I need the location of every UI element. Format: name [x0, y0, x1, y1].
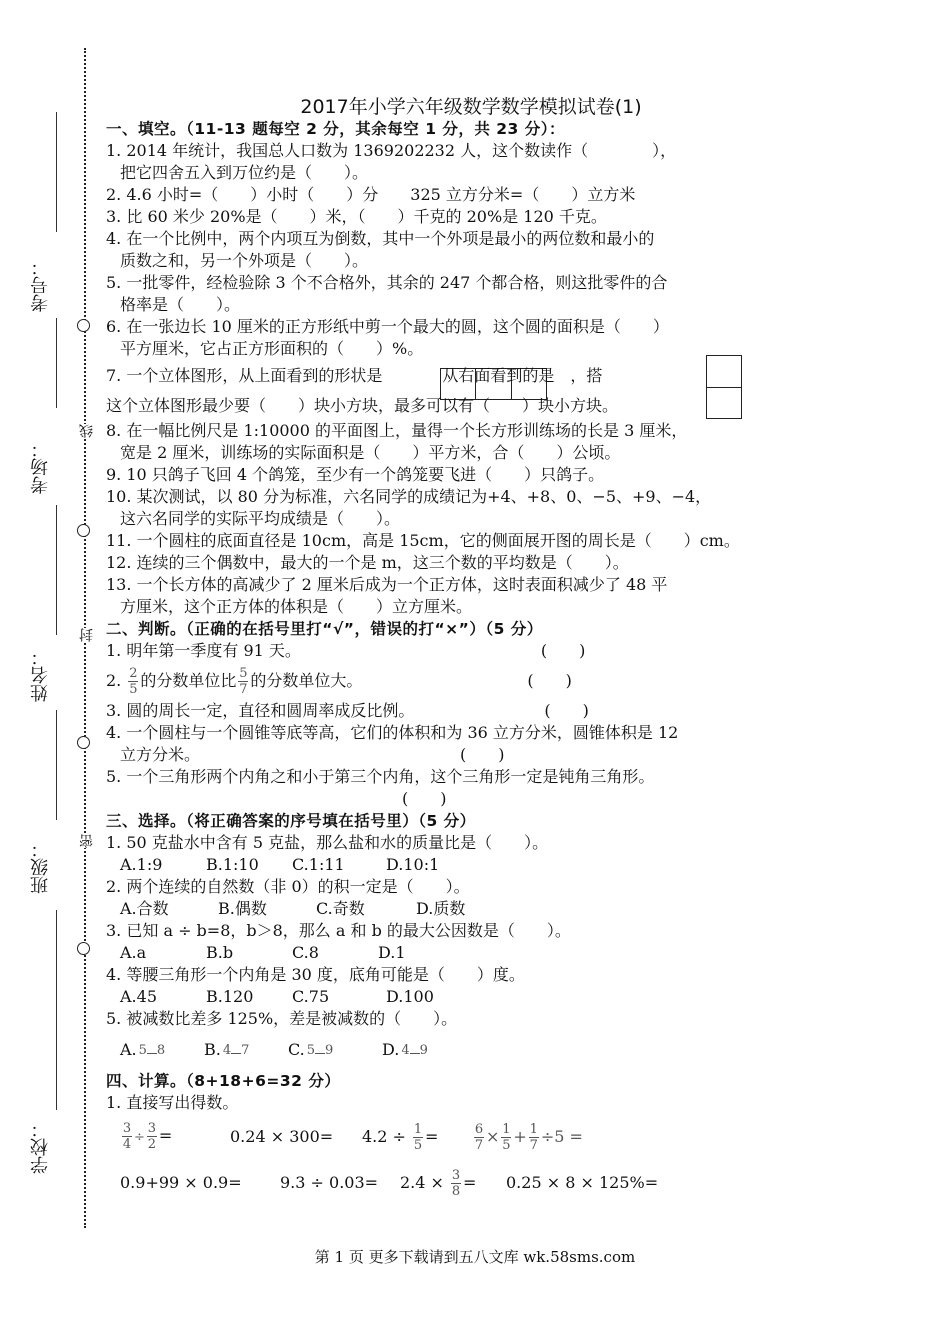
- question-line: 这个立体图形最少要（ ）块小方块，最多可以有（ ）块小方块。: [106, 396, 619, 415]
- question-line: 11. 一个圆柱的底面直径是 10cm，高是 15cm，它的侧面展开图的周长是（ ）cm。: [106, 531, 740, 550]
- option-row: [106, 986, 796, 1008]
- side-label-name: 姓名：: [30, 648, 51, 702]
- calc-item: $\frac{3}{4}$ ÷ $\frac{3}{2}$ =: [122, 1121, 173, 1152]
- answer-bracket[interactable]: ( ): [544, 701, 589, 720]
- question-line: 4. 等腰三角形一个内角是 30 度，底角可能是（ ）度。: [106, 965, 525, 984]
- question-line: 这六名同学的实际平均成绩是（ ）。: [120, 509, 401, 528]
- answer-bracket[interactable]: ( ): [527, 671, 572, 690]
- section-fill-header: 一、填空。（11-13 题每空 2 分，其余每空 1 分，共 23 分）：: [106, 120, 565, 138]
- fraction: $\frac{2}{5}$: [129, 666, 138, 697]
- option-a[interactable]: A.45: [120, 987, 157, 1006]
- fraction: $\frac{5}{7}$: [239, 666, 248, 697]
- side-label-class: 班级：: [30, 840, 51, 894]
- field-underline: [56, 910, 57, 1110]
- question-text: 从右面看到的是 ，搭: [442, 366, 603, 385]
- question-line: 10. 某次测试，以 80 分为标准，六名同学的成绩记为+4、+8、0、−5、+9、−4，: [106, 487, 712, 506]
- question-text: 2.: [106, 671, 122, 690]
- question-line: 5. 一个三角形两个内角之和小于第三个内角，这个三角形一定是钝角三角形。: [106, 767, 655, 786]
- exam-content: [106, 96, 796, 1205]
- field-underline: [56, 112, 57, 232]
- option-c[interactable]: C.奇数: [316, 899, 365, 918]
- question-line: 把它四舍五入到万位约是（ ）。: [120, 163, 369, 182]
- calc-subtitle: 1. 直接写出得数。: [106, 1093, 239, 1112]
- option-d[interactable]: D. 4 9: [382, 1040, 428, 1059]
- calc-item: 4.2 ÷ $\frac{1}{5}$ =: [362, 1122, 439, 1153]
- option-d[interactable]: D.质数: [416, 899, 466, 918]
- calc-item: $\frac{6}{7}$ × $\frac{1}{5}$ + $\frac{1}{7}$ ÷5 =: [474, 1122, 583, 1153]
- question-line: 4. 一个圆柱与一个圆锥等底等高，它们的体积和为 36 立方分米，圆锥体积是 12: [106, 723, 679, 742]
- option-a[interactable]: A. 5 8: [120, 1040, 166, 1059]
- question-line: [106, 640, 796, 662]
- option-d[interactable]: D.10:1: [386, 855, 440, 874]
- question-line: 8. 在一幅比例尺是 1:10000 的平面图上，量得一个长方形训练场的长是 3 厘米，: [106, 421, 688, 440]
- question-line: 格率是（ ）。: [120, 295, 241, 314]
- side-label-exam-room: 考场：: [30, 440, 51, 494]
- page-title: 2017年小学六年级数学数学模拟试卷(1): [300, 96, 642, 118]
- field-underline: [56, 710, 57, 820]
- option-a[interactable]: A.合数: [120, 899, 169, 918]
- question-line: 13. 一个长方体的高减少了 2 厘米后成为一个正方体，这时表面积减少了 48 平: [106, 575, 668, 594]
- option-row: [106, 942, 796, 964]
- option-b[interactable]: B.120: [206, 987, 254, 1006]
- question-line: 6. 在一张边长 10 厘米的正方形纸中剪一个最大的圆，这个圆的面积是（ ）: [106, 317, 669, 336]
- option-row: [106, 1030, 796, 1070]
- option-b[interactable]: B.b: [206, 943, 234, 962]
- option-b[interactable]: B.偶数: [218, 899, 267, 918]
- question-line: 质数之和，另一个外项是（ ）。: [120, 251, 369, 270]
- calc-item: 0.24 × 300=: [230, 1127, 334, 1146]
- section-judge-header: 二、判断。（正确的在括号里打“√”，错误的打“×”）（5 分）: [106, 620, 543, 638]
- option-c[interactable]: C.8: [292, 943, 319, 962]
- question-line: 12. 连续的三个偶数中，最大的一个是 m，这三个数的平均数是（ ）。: [106, 553, 629, 572]
- calc-item: 0.9+99 × 0.9=: [120, 1172, 242, 1192]
- question-text: 1. 明年第一季度有 91 天。: [106, 641, 301, 660]
- question-line: 3. 已知 a ÷ b=8，b＞8，那么 a 和 b 的最大公因数是（ ）。: [106, 921, 571, 940]
- question-line: [106, 360, 796, 392]
- binding-hole-icon: [77, 524, 90, 537]
- question-line: 1. 2014 年统计，我国总人口数为 1369202232 人，这个数读作（ ），: [106, 141, 677, 160]
- question-line: [106, 662, 796, 700]
- calc-item: 0.25 × 8 × 125%=: [506, 1172, 659, 1192]
- question-line: 方厘米，这个正方体的体积是（ ）立方厘米。: [120, 597, 473, 616]
- question-line: 2. 两个连续的自然数（非 0）的积一定是（ ）。: [106, 877, 470, 896]
- option-a[interactable]: A.1:9: [120, 855, 163, 874]
- option-c[interactable]: C. 5 9: [288, 1040, 334, 1059]
- binding-hole-icon: [77, 942, 90, 955]
- option-b[interactable]: B. 4 7: [204, 1040, 250, 1059]
- option-c[interactable]: C.1:11: [292, 855, 345, 874]
- seal-word-secret: 密: [79, 834, 95, 848]
- question-line: [106, 700, 796, 722]
- question-line: 5. 被减数比差多 125%，差是被减数的（ ）。: [106, 1009, 458, 1028]
- question-text: 的分数单位大。: [250, 671, 363, 690]
- question-line: 宽是 2 厘米，训练场的实际面积是（ ）平方米，合（ ）公顷。: [120, 443, 621, 462]
- calc-item: 2.4 × $\frac{3}{8}$ =: [400, 1167, 477, 1199]
- question-line: 2. 4.6 小时=（ ）小时（ ）分 325 立方分米=（ ）立方米: [106, 185, 636, 204]
- question-line: 5. 一批零件，经检验除 3 个不合格外，其余的 247 个都合格，则这批零件的合: [106, 273, 668, 292]
- option-d[interactable]: D.100: [386, 987, 434, 1006]
- calc-item: 9.3 ÷ 0.03=: [280, 1172, 379, 1192]
- question-line: [106, 744, 796, 766]
- calc-row: [106, 1160, 796, 1205]
- question-text: 立方分米。: [120, 745, 201, 764]
- option-c[interactable]: C.75: [292, 987, 330, 1006]
- section-choice-header: 三、选择。（将正确答案的序号填在括号里）（5 分）: [106, 812, 476, 830]
- side-label-exam-number: 考号：: [30, 258, 51, 312]
- answer-bracket[interactable]: ( ): [402, 789, 447, 808]
- page-footer: 第 1 页 更多下载请到五八文库 wk.58sms.com: [314, 1248, 636, 1266]
- seal-word-line: 线: [79, 424, 95, 438]
- question-line: 1. 50 克盐水中含有 5 克盐，那么盐和水的质量比是（ ）。: [106, 833, 549, 852]
- option-d[interactable]: D.1: [378, 943, 406, 962]
- option-a[interactable]: A.a: [120, 943, 147, 962]
- question-text: 3. 圆的周长一定，直径和圆周率成反比例。: [106, 701, 415, 720]
- question-line: 9. 10 只鸽子飞回 4 个鸽笼，至少有一个鸽笼要飞进（ ）只鸽子。: [106, 465, 605, 484]
- side-label-school: 学校：: [30, 1120, 51, 1174]
- option-row: [106, 898, 796, 920]
- question-line: 3. 比 60 米少 20%是（ ）米，（ ）千克的 20%是 120 千克。: [106, 207, 607, 226]
- field-underline: [56, 318, 57, 408]
- question-line: 4. 在一个比例中，两个内项互为倒数，其中一个外项是最小的两位数和最小的: [106, 229, 655, 248]
- answer-bracket[interactable]: ( ): [540, 641, 586, 660]
- section-calc-header: 四、计算。（8+18+6=32 分）: [106, 1072, 341, 1090]
- question-text: 的分数单位比: [140, 671, 237, 690]
- option-row: [106, 854, 796, 876]
- binding-hole-icon: [77, 736, 90, 749]
- answer-bracket[interactable]: ( ): [460, 745, 505, 764]
- question-line: 平方厘米，它占正方形面积的（ ）%。: [120, 339, 424, 358]
- binding-hole-icon: [77, 319, 90, 332]
- option-b[interactable]: B.1:10: [206, 855, 259, 874]
- calc-row: [106, 1114, 796, 1160]
- question-text: 7. 一个立体图形，从上面看到的形状是: [106, 366, 383, 385]
- field-underline: [56, 505, 57, 635]
- seal-word-seal: 封: [79, 628, 95, 642]
